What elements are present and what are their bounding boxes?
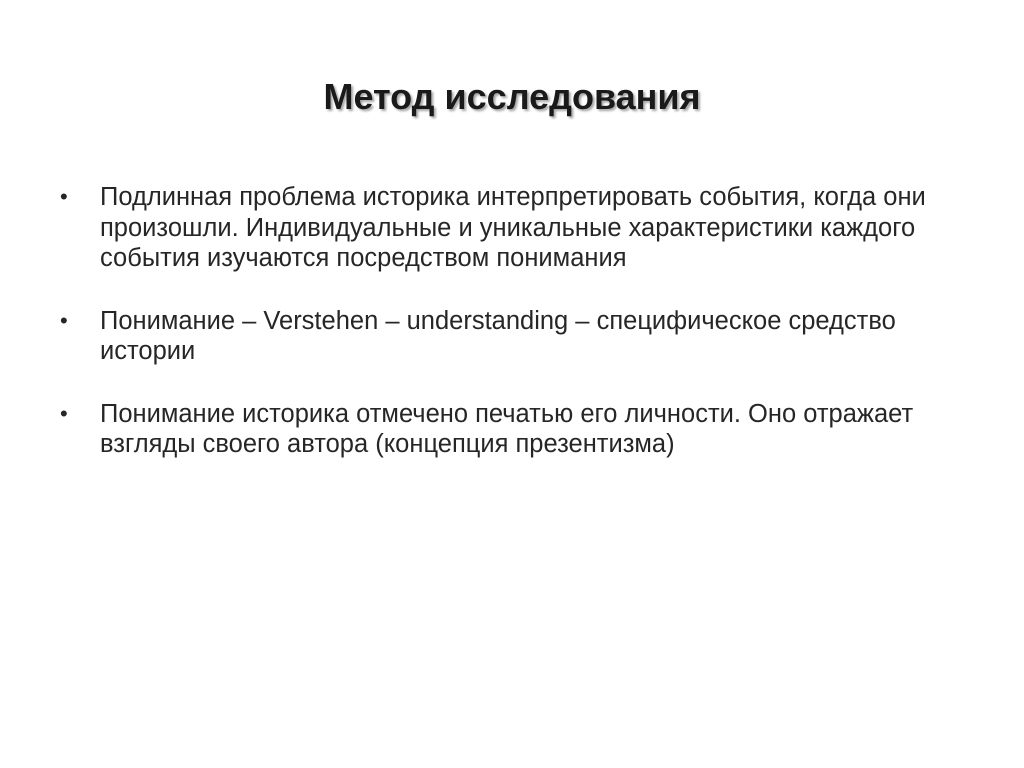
bullet-item bbox=[58, 182, 938, 274]
bullet-text: Понимание историка отмечено печатью его личности. Оно отражает взгляды своего автора (концепция презентизма) bbox=[100, 399, 914, 458]
bullet-icon: • bbox=[60, 184, 68, 209]
bullet-item bbox=[58, 306, 938, 367]
bullet-item bbox=[58, 399, 938, 460]
bullet-list bbox=[58, 182, 938, 492]
bullet-text: Понимание – Verstehen – understanding – специфическое средство истории bbox=[100, 306, 896, 365]
bullet-icon: • bbox=[60, 400, 68, 426]
slide-title: Метод исследования bbox=[323, 76, 701, 117]
bullet-icon: • bbox=[60, 307, 68, 333]
bullet-text: Подлинная проблема историка интерпретировать события, когда они произошли. Индивидуальные и уникальные характеристики каждого события изучаются посредством понимания bbox=[100, 183, 926, 272]
